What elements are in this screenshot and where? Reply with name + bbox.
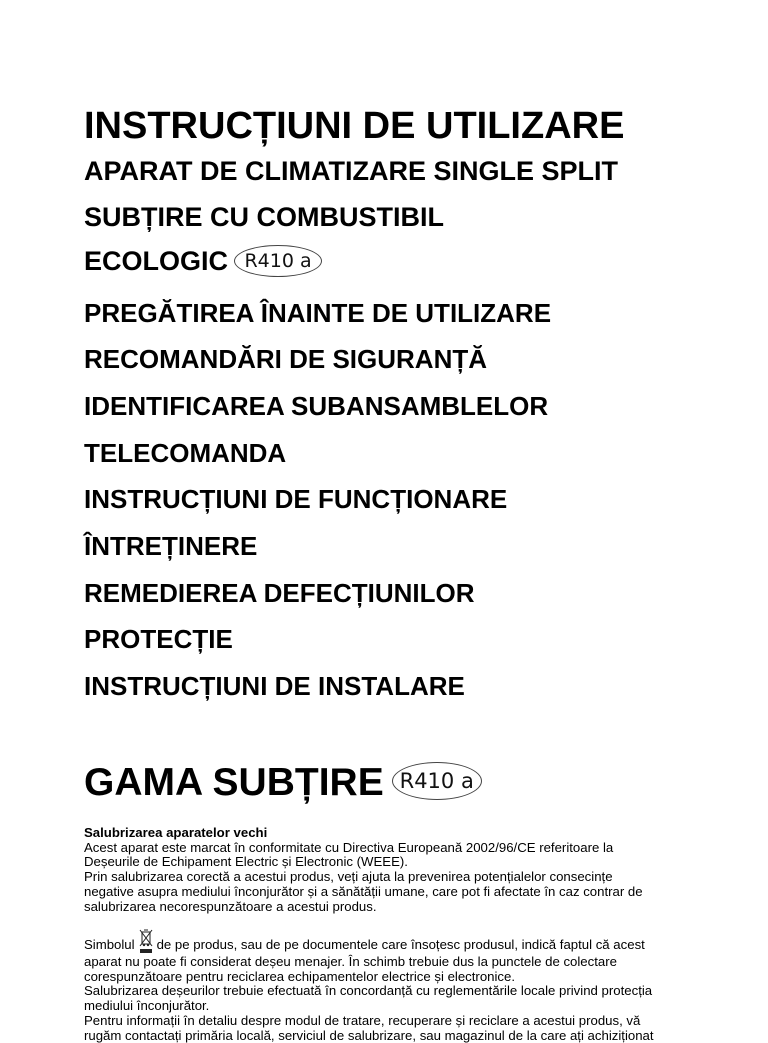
subtitle-line-3	[84, 245, 322, 279]
disposal-section	[84, 826, 724, 914]
disposal-para2-line: mediului înconjurător.	[84, 998, 210, 1014]
simbolul-text: Simbolul	[84, 937, 135, 952]
toc-item-1: PREGĂTIREA ÎNAINTE DE UTILIZARE	[84, 298, 552, 328]
gama-title-text: GAMA SUBȚIRE	[84, 761, 384, 804]
disposal-para2-line: aparat nu poate fi considerat deșeu menajer. În schimb trebuie dus la punctele de colectare	[84, 954, 617, 969]
disposal-para1-line: salubrizarea necorespunzătoare a acestui produs.	[84, 898, 377, 914]
subtitle-line-3-text: ECOLOGIC	[84, 246, 229, 276]
subtitle-line-1: APARAT DE CLIMATIZARE SINGLE SPLIT	[84, 156, 618, 186]
disposal-para2-line: corespunzătoare pentru reciclarea echipamentelor electrice și electronice.	[84, 968, 516, 984]
disposal-para2-line: Pentru informații în detaliu despre modul de tratare, recuperare și reciclare a acestui produs, vă	[84, 1012, 641, 1028]
toc-item-2: RECOMANDĂRI DE SIGURANȚĂ	[84, 344, 487, 374]
toc-item-5: INSTRUCȚIUNI DE FUNCȚIONARE	[84, 484, 508, 514]
disposal-para2-line: Salubrizarea deșeurilor trebuie efectuată în concordanță cu reglementările locale privind protecția	[84, 983, 653, 999]
r410a-badge: R410 a	[234, 245, 322, 277]
r410a-badge-large: R410 a	[392, 762, 482, 800]
disposal-para2	[84, 929, 724, 1043]
subtitle-line-2: SUBȚIRE CU COMBUSTIBIL	[84, 202, 444, 232]
disposal-para1-line: negative asupra mediului înconjurător și a sănătății umane, care pot fi afectate în caz contrar de	[84, 883, 643, 899]
simbolul-rest-text: de pe produs, sau de pe documentele care însoțesc produsul, indică faptul că acest	[156, 937, 645, 952]
disposal-heading: Salubrizarea aparatelor vechi	[84, 825, 268, 840]
gama-title	[84, 760, 482, 806]
toc-item-6: ÎNTREȚINERE	[84, 531, 258, 561]
toc-item-3: IDENTIFICAREA SUBANSAMBLELOR	[84, 391, 549, 421]
toc-item-9: INSTRUCȚIUNI DE INSTALARE	[84, 671, 465, 701]
toc-item-7: REMEDIEREA DEFECȚIUNILOR	[84, 578, 475, 608]
disposal-para1-line: Prin salubrizarea corectă a acestui produs, veți ajuta la prevenirea potențialelor consecințe	[84, 869, 613, 885]
disposal-para1-line: Acest aparat este marcat în conformitate cu Directiva Europeană 2002/96/CE referitoare la	[84, 839, 614, 855]
disposal-para2-line: rugăm contactați primăria locală, serviciul de salubrizare, sau magazinul de la care ați achiziționat	[84, 1027, 654, 1043]
toc-item-4: TELECOMANDA	[84, 438, 287, 468]
disposal-para2-first-line	[84, 929, 724, 955]
toc-item-8: PROTECȚIE	[84, 624, 233, 654]
crossed-out-wheelie-bin-icon	[139, 929, 153, 955]
document-title: INSTRUCȚIUNI DE UTILIZARE	[84, 105, 625, 147]
disposal-para1-line: Deșeurile de Echipament Electric și Electronic (WEEE).	[84, 854, 408, 870]
